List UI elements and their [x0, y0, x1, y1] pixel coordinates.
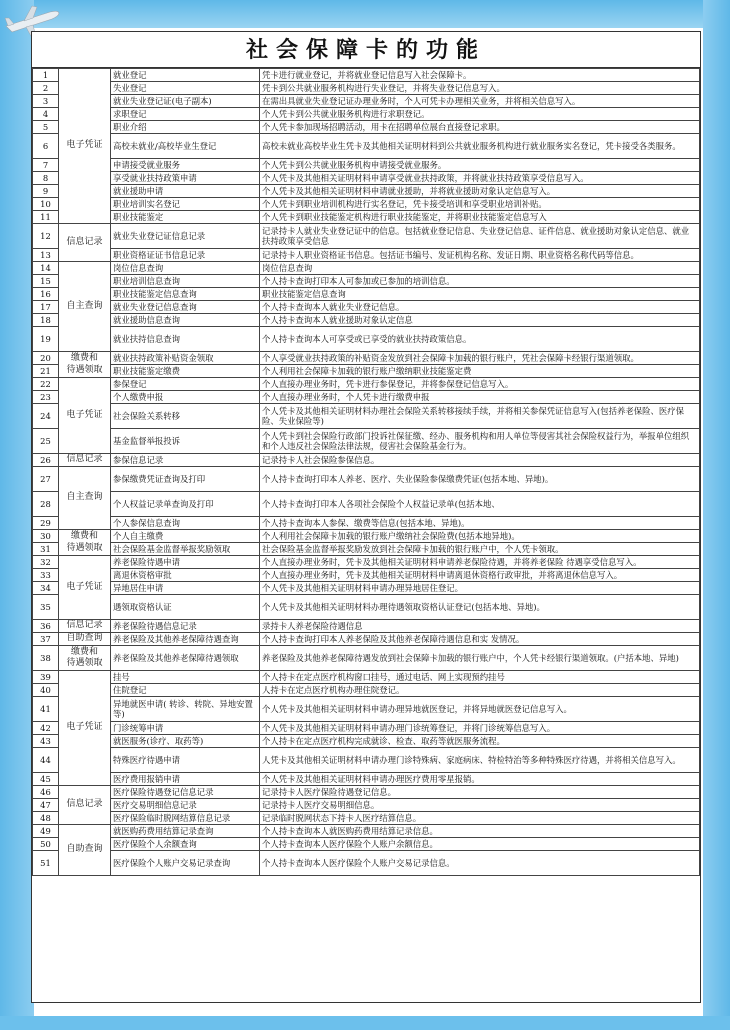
item-name: 异地居住申请: [111, 582, 260, 595]
category-cell: 缴费和 待遇领取: [59, 646, 111, 671]
table-row: [33, 748, 700, 773]
table-row: [33, 314, 700, 327]
item-name: 个人权益记录单查询及打印: [111, 492, 260, 517]
table-row: [33, 378, 700, 391]
table-row: [33, 697, 700, 722]
category-cell: 自助查询: [59, 825, 111, 876]
item-description: 记录持卡人医疗保险待遇登记信息。: [260, 786, 700, 799]
row-number: 16: [33, 288, 59, 301]
item-name: 养老保险及其他养老保障待遇查询: [111, 633, 260, 646]
category-cell: 自主查询: [59, 262, 111, 352]
table-row: [33, 159, 700, 172]
table-row: [33, 646, 700, 671]
item-name: 就业失业登记证信息记录: [111, 224, 260, 249]
item-description: 个人直接办理业务时，凭卡进行参保登记，并将参保登记信息写入。: [260, 378, 700, 391]
page-title: 社会保障卡的功能: [32, 32, 700, 68]
item-name: 门诊统筹申请: [111, 722, 260, 735]
item-description: 个人凭卡到公共就业服务机构申请接受就业服务。: [260, 159, 700, 172]
row-number: 32: [33, 556, 59, 569]
item-description: 个人利用社会保障卡加载的银行账户缴纳职业技能鉴定费: [260, 365, 700, 378]
row-number: 21: [33, 365, 59, 378]
table-row: [33, 211, 700, 224]
item-description: 个人凭卡及其他相关证明材料申请办理医疗费用零星报销。: [260, 773, 700, 786]
item-name: 医疗保险临时脱网结算信息记录: [111, 812, 260, 825]
item-description: 个人凭卡到社会保险行政部门投诉社保征缴、经办、服务机构和用人单位等侵害其社会保险权益行为，举报单位组织和个人违反社会保险法律法规，侵害社会保险基金行为。: [260, 429, 700, 454]
item-description: 记录持卡人就业失业登记证中的信息。包括就业登记信息、失业登记信息、证件信息、就业援助对象认定信息、就业扶持政策享受信息: [260, 224, 700, 249]
category-cell: 信息记录: [59, 454, 111, 467]
item-name: 个人缴费申报: [111, 391, 260, 404]
item-name: 职业培训实名登记: [111, 198, 260, 211]
row-number: 33: [33, 569, 59, 582]
function-sheet: [31, 31, 701, 1003]
row-number: 9: [33, 185, 59, 198]
category-cell: 缴费和 待遇领取: [59, 352, 111, 378]
row-number: 6: [33, 134, 59, 159]
item-description: 个人持卡查询本人就医购药费用结算记录信息。: [260, 825, 700, 838]
table-row: [33, 404, 700, 429]
item-name: 求职登记: [111, 108, 260, 121]
row-number: 18: [33, 314, 59, 327]
row-number: 10: [33, 198, 59, 211]
row-number: 31: [33, 543, 59, 556]
row-number: 30: [33, 530, 59, 543]
item-name: 住院登记: [111, 684, 260, 697]
item-name: 挂号: [111, 671, 260, 684]
item-description: 个人凭卡到公共就业服务机构进行求职登记。: [260, 108, 700, 121]
table-row: [33, 275, 700, 288]
row-number: 25: [33, 429, 59, 454]
category-cell: 信息记录: [59, 786, 111, 825]
item-name: 离退休资格审批: [111, 569, 260, 582]
item-description: 在需出具就业失业登记证办理业务时，个人可凭卡办理相关业务，并将相关信息写入。: [260, 95, 700, 108]
table-row: [33, 429, 700, 454]
row-number: 7: [33, 159, 59, 172]
item-name: 养老保险待遇申请: [111, 556, 260, 569]
item-name: 参保信息记录: [111, 454, 260, 467]
item-name: 养老保险及其他养老保障待遇领取: [111, 646, 260, 671]
item-name: 养老保险待遇信息记录: [111, 620, 260, 633]
row-number: 38: [33, 646, 59, 671]
table-row: [33, 198, 700, 211]
row-number: 19: [33, 327, 59, 352]
row-number: 24: [33, 404, 59, 429]
table-row: [33, 633, 700, 646]
item-name: 社会保险基金监督举报奖励领取: [111, 543, 260, 556]
item-description: 个人凭卡及其他相关证明材料办理待遇领取资格认证登记(包括本地、异地)。: [260, 595, 700, 620]
table-row: [33, 543, 700, 556]
item-name: 职业介绍: [111, 121, 260, 134]
item-name: 失业登记: [111, 82, 260, 95]
row-number: 49: [33, 825, 59, 838]
item-description: 个人享受就业扶持政策的补贴资金发放到社会保障卡加载的银行账户，凭社会保障卡经银行渠道领取。: [260, 352, 700, 365]
item-name: 异地就医申请( 转诊、转院、异地安置等): [111, 697, 260, 722]
table-row: [33, 467, 700, 492]
table-row: [33, 121, 700, 134]
table-row: [33, 735, 700, 748]
item-description: 个人持卡查询本人参保、缴费等信息(包括本地、异地)。: [260, 517, 700, 530]
row-number: 13: [33, 249, 59, 262]
row-number: 15: [33, 275, 59, 288]
item-description: 个人凭卡及其他相关证明材料申请办理异地就医登记，并将异地就医登记信息写入。: [260, 697, 700, 722]
item-name: 就业援助申请: [111, 185, 260, 198]
item-description: 个人持卡查询本人医疗保险个人账户余额信息。: [260, 838, 700, 851]
item-name: 就业扶持政策补贴资金领取: [111, 352, 260, 365]
row-number: 11: [33, 211, 59, 224]
item-name: 特殊医疗待遇申请: [111, 748, 260, 773]
table-row: [33, 812, 700, 825]
table-row: [33, 773, 700, 786]
item-name: 就业扶持信息查询: [111, 327, 260, 352]
row-number: 34: [33, 582, 59, 595]
row-number: 22: [33, 378, 59, 391]
table-row: [33, 799, 700, 812]
item-name: 就医购药费用结算记录查询: [111, 825, 260, 838]
category-cell: 电子凭证: [59, 69, 111, 224]
table-row: [33, 288, 700, 301]
category-cell: 自助查询: [59, 633, 111, 646]
item-description: 个人凭卡及其他相关证明材料申请办理异地居住登记。: [260, 582, 700, 595]
item-name: 职业资格证证书信息记录: [111, 249, 260, 262]
item-name: 遇领取资格认证: [111, 595, 260, 620]
row-number: 14: [33, 262, 59, 275]
item-description: 人凭卡及其他相关证明材料申请办理门诊特殊病、家庭病床、特检特治等多种特殊医疗待遇，并将相关信息写入。: [260, 748, 700, 773]
row-number: 35: [33, 595, 59, 620]
table-row: [33, 134, 700, 159]
item-description: 记录持卡人职业资格证书信息。包括证书编号、发证机构名称、发证日期、职业资格名称代码等信息。: [260, 249, 700, 262]
item-name: 就医服务(诊疗、取药等): [111, 735, 260, 748]
item-description: 录持卡人养老保险待遇信息: [260, 620, 700, 633]
row-number: 29: [33, 517, 59, 530]
category-cell: 电子凭证: [59, 671, 111, 786]
item-description: 养老保险及其他养老保障待遇发放到社会保障卡加载的银行账户中，个人凭卡经银行渠道领取。(户括本地、异地): [260, 646, 700, 671]
table-row: [33, 838, 700, 851]
row-number: 27: [33, 467, 59, 492]
row-number: 36: [33, 620, 59, 633]
row-number: 51: [33, 851, 59, 876]
item-name: 医疗费用报销申请: [111, 773, 260, 786]
table-row: [33, 185, 700, 198]
item-description: 记录持卡人社会保险参保信息。: [260, 454, 700, 467]
item-name: 基金监督举报投诉: [111, 429, 260, 454]
table-row: [33, 492, 700, 517]
table-row: [33, 825, 700, 838]
table-row: [33, 301, 700, 314]
category-cell: 电子凭证: [59, 556, 111, 620]
function-table: [32, 68, 700, 876]
item-description: 个人凭卡参加现场招聘活动，用卡在招聘单位展台直接登记求职。: [260, 121, 700, 134]
category-cell: 电子凭证: [59, 378, 111, 454]
item-name: 就业登记: [111, 69, 260, 82]
row-number: 2: [33, 82, 59, 95]
category-cell: 信息记录: [59, 224, 111, 262]
item-description: 个人凭卡及其他相关证明材料申请办理门诊统筹登记，并将门诊统筹信息写入。: [260, 722, 700, 735]
item-name: 职业技能鉴定缴费: [111, 365, 260, 378]
row-number: 4: [33, 108, 59, 121]
right-decor-band: [703, 0, 730, 1030]
table-row: [33, 517, 700, 530]
item-name: 医疗保险待遇登记信息记录: [111, 786, 260, 799]
item-name: 就业失业登记信息查询: [111, 301, 260, 314]
item-description: 个人凭卡到职业技能鉴定机构进行职业技能鉴定，并将职业技能鉴定信息写入: [260, 211, 700, 224]
row-number: 44: [33, 748, 59, 773]
table-row: [33, 82, 700, 95]
item-name: 享受就业扶持政策申请: [111, 172, 260, 185]
item-description: 社会保险基金监督举报奖励发放到社会保障卡加载的银行账户中，个人凭卡领取。: [260, 543, 700, 556]
table-row: [33, 684, 700, 697]
item-name: 职业技能鉴定: [111, 211, 260, 224]
item-name: 岗位信息查询: [111, 262, 260, 275]
row-number: 39: [33, 671, 59, 684]
row-number: 41: [33, 697, 59, 722]
table-row: [33, 365, 700, 378]
item-name: 职业技能鉴定信息查询: [111, 288, 260, 301]
row-number: 42: [33, 722, 59, 735]
table-row: [33, 108, 700, 121]
item-name: 个人参保信息查询: [111, 517, 260, 530]
item-description: 职业技能鉴定信息查询: [260, 288, 700, 301]
table-row: [33, 224, 700, 249]
category-cell: 自主查询: [59, 467, 111, 530]
table-row: [33, 69, 700, 82]
item-description: 个人持卡查询打印本人养老、医疗、失业保险参保缴费凭证(包括本地、异地)。: [260, 467, 700, 492]
row-number: 23: [33, 391, 59, 404]
item-name: 就业援助信息查询: [111, 314, 260, 327]
item-description: 个人直接办理业务时，个人凭卡进行缴费申报: [260, 391, 700, 404]
item-name: 个人自主缴费: [111, 530, 260, 543]
table-row: [33, 595, 700, 620]
table-row: [33, 249, 700, 262]
row-number: 47: [33, 799, 59, 812]
row-number: 50: [33, 838, 59, 851]
item-description: 个人凭卡及其他相关证明材料办理社会保险关系转移接续手续，并将相关参保凭证信息写入(包括养老保险、医疗保险、失业保险等): [260, 404, 700, 429]
row-number: 40: [33, 684, 59, 697]
item-description: 记录临时脱网状态下持卡人医疗结算信息。: [260, 812, 700, 825]
item-description: 个人持卡查询打印本人可参加或已参加的培训信息。: [260, 275, 700, 288]
row-number: 45: [33, 773, 59, 786]
table-row: [33, 95, 700, 108]
item-name: 医疗保险个人账户交易记录查询: [111, 851, 260, 876]
row-number: 48: [33, 812, 59, 825]
item-description: 个人凭卡到职业培训机构进行实名登记，凭卡接受培训和享受职业培训补贴。: [260, 198, 700, 211]
row-number: 17: [33, 301, 59, 314]
item-description: 岗位信息查询: [260, 262, 700, 275]
row-number: 43: [33, 735, 59, 748]
item-description: 个人持卡查询本人就业援助对象认定信息: [260, 314, 700, 327]
row-number: 26: [33, 454, 59, 467]
category-cell: 信息记录: [59, 620, 111, 633]
table-row: [33, 352, 700, 365]
item-description: 个人持卡查询打印本人各项社会保险个人权益记录单(包括本地、: [260, 492, 700, 517]
item-description: 个人利用社会保障卡加载的银行账户缴纳社会保险费(包括本地异地)。: [260, 530, 700, 543]
table-row: [33, 556, 700, 569]
table-row: [33, 582, 700, 595]
row-number: 20: [33, 352, 59, 365]
table-row: [33, 391, 700, 404]
item-name: 社会保险关系转移: [111, 404, 260, 429]
item-name: 医疗交易明细信息记录: [111, 799, 260, 812]
row-number: 5: [33, 121, 59, 134]
item-name: 职业培训信息查询: [111, 275, 260, 288]
item-description: 个人持卡查询打印本人养老保险及其他养老保障待遇信息和实 发情况。: [260, 633, 700, 646]
left-decor-band: [0, 0, 34, 1030]
item-name: 高校未就业/高校毕业生登记: [111, 134, 260, 159]
item-description: 个人凭卡及其他相关证明材料申请享受就业扶持政策，并将就业扶持政策享受信息写入。: [260, 172, 700, 185]
item-name: 参保缴费凭证查询及打印: [111, 467, 260, 492]
table-row: [33, 786, 700, 799]
category-cell: 缴费和 待遇领取: [59, 530, 111, 556]
item-description: 个人持卡查询本人可享受或已享受的就业扶持政策信息。: [260, 327, 700, 352]
item-description: 记录持卡人医疗交易明细信息。: [260, 799, 700, 812]
top-decor-band: [0, 0, 730, 28]
table-row: [33, 620, 700, 633]
item-description: 个人持卡在定点医疗机构完成就诊、检查、取药等就医服务流程。: [260, 735, 700, 748]
table-row: [33, 671, 700, 684]
item-description: 个人直接办理业务时，凭卡及其他相关证明材料申请离退休资格行政审批，并将离退休信息写入。: [260, 569, 700, 582]
item-description: 人持卡在定点医疗机构办理住院登记。: [260, 684, 700, 697]
row-number: 37: [33, 633, 59, 646]
table-row: [33, 327, 700, 352]
item-name: 参保登记: [111, 378, 260, 391]
row-number: 1: [33, 69, 59, 82]
table-row: [33, 722, 700, 735]
item-description: 凭卡进行就业登记，并将就业登记信息写入社会保障卡。: [260, 69, 700, 82]
item-description: 凭卡到公共就业服务机构进行失业登记，并将失业登记信息写入。: [260, 82, 700, 95]
bottom-decor-band: [0, 1016, 730, 1030]
row-number: 46: [33, 786, 59, 799]
table-row: [33, 851, 700, 876]
item-description: 个人直接办理业务时，凭卡及其他相关证明材料申请养老保险待遇，并将养老保险 待遇享受信息写入。: [260, 556, 700, 569]
item-description: 个人持卡查询本人就业失业登记信息。: [260, 301, 700, 314]
row-number: 3: [33, 95, 59, 108]
row-number: 8: [33, 172, 59, 185]
item-name: 就业失业登记证(电子副本): [111, 95, 260, 108]
table-row: [33, 569, 700, 582]
row-number: 12: [33, 224, 59, 249]
item-description: 个人持卡在定点医疗机构窗口挂号，通过电话、网上实现预约挂号: [260, 671, 700, 684]
item-name: 医疗保险个人余额查询: [111, 838, 260, 851]
table-row: [33, 172, 700, 185]
row-number: 28: [33, 492, 59, 517]
item-name: 申请接受就业服务: [111, 159, 260, 172]
item-description: 个人凭卡及其他相关证明材料申请就业援助，并将就业援助对象认定信息写入。: [260, 185, 700, 198]
table-row: [33, 530, 700, 543]
item-description: 高校未就业高校毕业生凭卡及其他相关证明材料到公共就业服务机构进行就业服务实名登记，凭卡接受各类服务。: [260, 134, 700, 159]
item-description: 个人持卡查询本人医疗保险个人账户交易记录信息。: [260, 851, 700, 876]
table-row: [33, 454, 700, 467]
table-row: [33, 262, 700, 275]
